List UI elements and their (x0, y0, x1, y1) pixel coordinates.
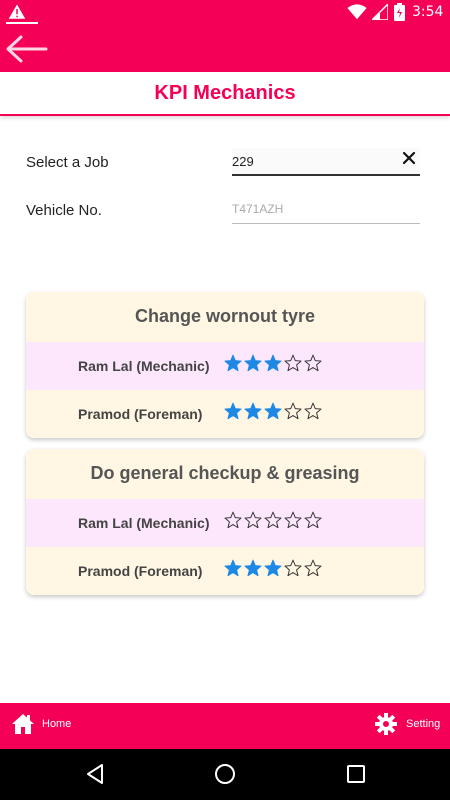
worker-name: Ram Lal (Mechanic) (78, 358, 210, 374)
star-empty-icon[interactable] (284, 402, 302, 420)
home-icon (10, 711, 36, 737)
app-bar (0, 24, 450, 72)
task-title: Change wornout tyre (134, 306, 315, 326)
star-rating[interactable] (224, 559, 324, 581)
gear-icon (374, 712, 398, 736)
star-empty-icon[interactable] (284, 511, 302, 529)
star-rating[interactable] (224, 354, 324, 376)
wifi-icon (347, 4, 367, 20)
nav-home-icon[interactable] (213, 762, 237, 786)
star-empty-icon[interactable] (284, 559, 302, 577)
page-title-bar (0, 72, 450, 116)
home-button[interactable] (10, 711, 80, 741)
rating-row (26, 342, 424, 390)
star-filled-icon[interactable] (264, 402, 282, 420)
task-title: Do general checkup & greasing (90, 463, 360, 483)
worker-name: Ram Lal (Mechanic) (78, 515, 210, 531)
rating-row (26, 547, 424, 595)
clock-time: 3:54 (412, 4, 444, 20)
star-filled-icon[interactable] (224, 559, 242, 577)
star-filled-icon[interactable] (264, 354, 282, 372)
vehicle-no-label: Vehicle No. (26, 202, 102, 219)
star-rating[interactable] (224, 511, 324, 533)
battery-icon (394, 3, 405, 21)
star-empty-icon[interactable] (284, 354, 302, 372)
worker-name: Pramod (Foreman) (78, 406, 203, 422)
system-nav-bar (0, 749, 450, 800)
status-bar (0, 0, 450, 24)
job-select-field[interactable] (232, 148, 420, 176)
select-job-label: Select a Job (26, 154, 109, 171)
star-filled-icon[interactable] (224, 402, 242, 420)
vehicle-no-field[interactable] (232, 196, 420, 224)
nav-recents-icon[interactable] (345, 763, 367, 785)
star-rating[interactable] (224, 402, 324, 424)
rating-row (26, 499, 424, 547)
star-empty-icon[interactable] (224, 511, 242, 529)
star-empty-icon[interactable] (304, 511, 322, 529)
job-value: 229 (232, 154, 254, 169)
warning-icon (8, 3, 26, 21)
rating-row (26, 390, 424, 438)
task-card (26, 292, 424, 438)
star-filled-icon[interactable] (224, 354, 242, 372)
worker-name: Pramod (Foreman) (78, 563, 203, 579)
star-filled-icon[interactable] (244, 559, 262, 577)
star-empty-icon[interactable] (304, 354, 322, 372)
star-empty-icon[interactable] (244, 511, 262, 529)
bottom-bar (0, 703, 450, 749)
star-filled-icon[interactable] (264, 559, 282, 577)
page-title: KPI Mechanics (154, 82, 296, 104)
star-filled-icon[interactable] (244, 402, 262, 420)
star-empty-icon[interactable] (304, 559, 322, 577)
home-label: Home (42, 718, 72, 730)
back-arrow-icon[interactable] (4, 34, 48, 64)
setting-label: Setting (406, 718, 441, 730)
nav-back-icon[interactable] (84, 763, 106, 785)
task-card (26, 449, 424, 595)
setting-button[interactable] (374, 711, 444, 741)
star-filled-icon[interactable] (244, 354, 262, 372)
clear-icon[interactable] (402, 151, 416, 165)
star-empty-icon[interactable] (304, 402, 322, 420)
signal-icon (372, 4, 388, 20)
star-empty-icon[interactable] (264, 511, 282, 529)
vehicle-no-placeholder: T471AZH (232, 202, 284, 216)
